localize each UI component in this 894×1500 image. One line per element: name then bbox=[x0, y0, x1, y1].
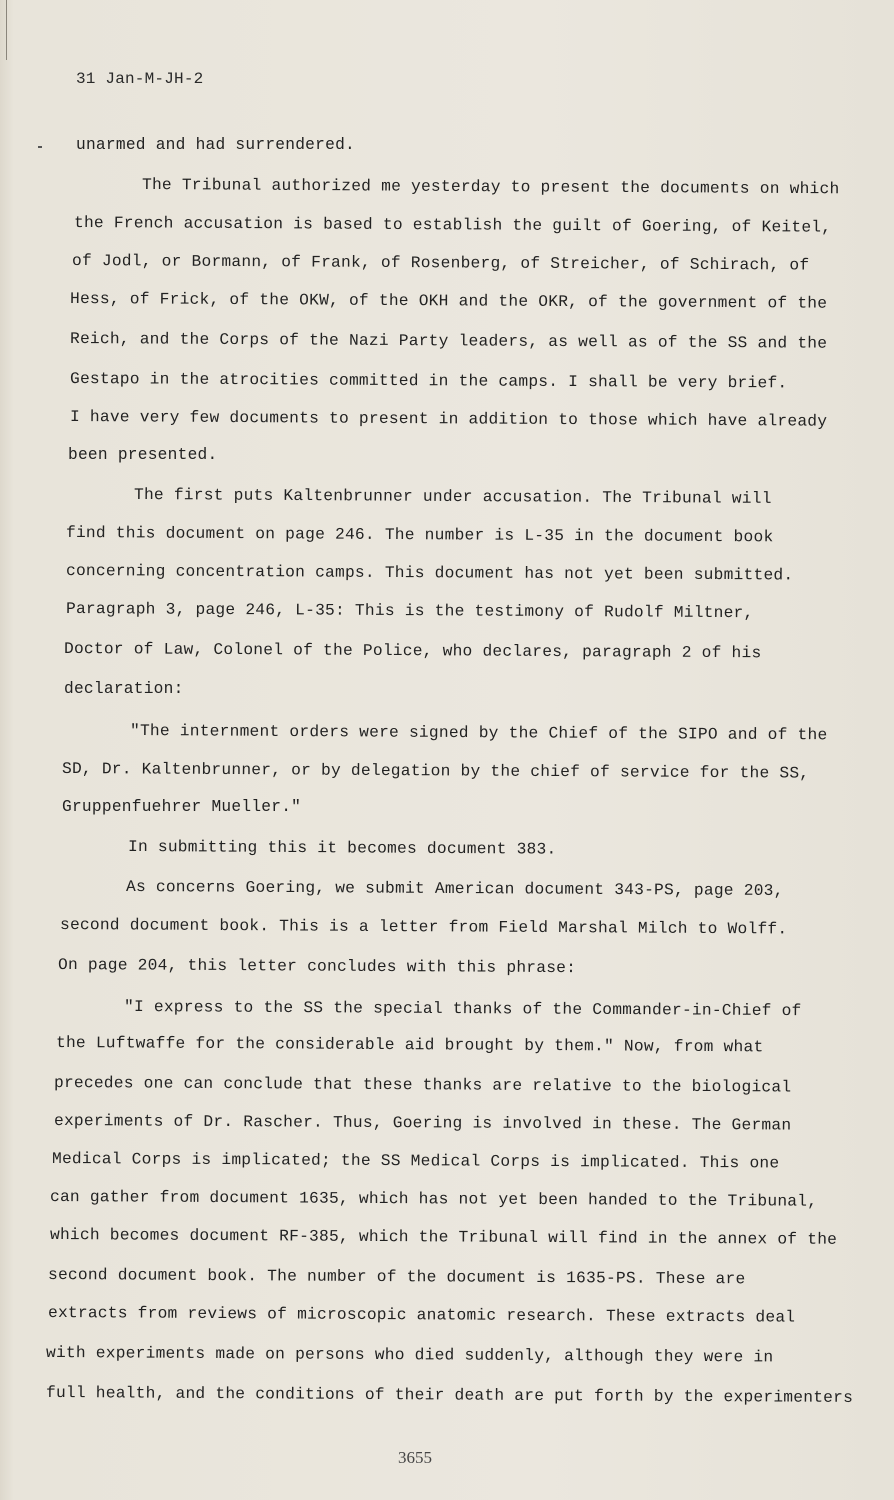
text-line: with experiments made on persons who died suddenly, although they were in bbox=[45, 1344, 774, 1367]
text-line: been presented. bbox=[68, 446, 218, 464]
text-line: In submitting this it becomes document 383. bbox=[127, 838, 557, 859]
text-line: the French accusation is based to establish the guilt of Goering, of Keitel, bbox=[73, 214, 832, 237]
text-line: SD, Dr. Kaltenbrunner, or by delegation by the chief of service for the SS, bbox=[61, 760, 810, 783]
text-line: The first puts Kaltenbrunner under accusation. The Tribunal will bbox=[133, 486, 772, 508]
text-line: can gather from document 1635, which has not yet been handed to the Tribunal, bbox=[49, 1188, 818, 1211]
margin-tick bbox=[38, 146, 42, 148]
text-line: The Tribunal authorized me yesterday to present the documents on which bbox=[141, 176, 840, 199]
text-line: Gruppenfuehrer Mueller." bbox=[62, 798, 302, 816]
text-line: Hess, of Frick, of the OKW, of the OKH and the OKR, of the government of the bbox=[69, 290, 828, 313]
text-line: As concerns Goering, we submit American document 343-PS, page 203, bbox=[125, 878, 784, 901]
text-line: "I express to the SS the special thanks of the Commander-in-Chief of bbox=[123, 998, 802, 1021]
text-line: unarmed and had surrendered. bbox=[76, 136, 355, 154]
text-line: "The internment orders were signed by the Chief of the SIPO and of the bbox=[129, 722, 828, 745]
text-line: full health, and the conditions of their death are put forth by the experimenters bbox=[45, 1384, 854, 1407]
margin-mark bbox=[6, 0, 7, 60]
document-reference: 31 Jan-M-JH-2 bbox=[76, 70, 204, 88]
text-line: find this document on page 246. The number is L-35 in the document book bbox=[65, 524, 774, 547]
text-line: Paragraph 3, page 246, L-35: This is the testimony of Rudolf Miltner, bbox=[65, 600, 754, 623]
text-line: concerning concentration camps. This document has not yet been submitted. bbox=[65, 562, 794, 585]
text-line: of Jodl, or Bormann, of Frank, of Rosenberg, of Streicher, of Schirach, of bbox=[71, 252, 810, 275]
text-line: Gestapo in the atrocities committed in the camps. I shall be very brief. bbox=[69, 370, 788, 393]
text-line: precedes one can conclude that these thanks are relative to the biological bbox=[53, 1074, 792, 1097]
text-line: declaration: bbox=[64, 680, 184, 698]
text-line: second document book. This is a letter from Field Marshal Milch to Wolff. bbox=[59, 916, 788, 939]
text-line: Reich, and the Corps of the Nazi Party leaders, as well as of the SS and the bbox=[69, 330, 828, 353]
text-line: extracts from reviews of microscopic anatomic research. These extracts deal bbox=[47, 1304, 796, 1327]
text-line: Doctor of Law, Colonel of the Police, who declares, paragraph 2 of his bbox=[63, 640, 762, 663]
text-line: which becomes document RF-385, which the Tribunal will find in the annex of the bbox=[49, 1226, 838, 1249]
page-number: 3655 bbox=[398, 1448, 432, 1467]
text-line: On page 204, this letter concludes with this phrase: bbox=[57, 956, 577, 978]
text-line: second document book. The number of the document is 1635-PS. These are bbox=[47, 1266, 746, 1289]
text-line: the Luftwaffe for the considerable aid brought by them." Now, from what bbox=[55, 1034, 764, 1057]
text-line: I have very few documents to present in addition to those which have already bbox=[69, 408, 828, 431]
text-line: experiments of Dr. Rascher. Thus, Goering is involved in these. The German bbox=[53, 1112, 792, 1135]
text-line: Medical Corps is implicated; the SS Medical Corps is implicated. This one bbox=[51, 1150, 780, 1173]
